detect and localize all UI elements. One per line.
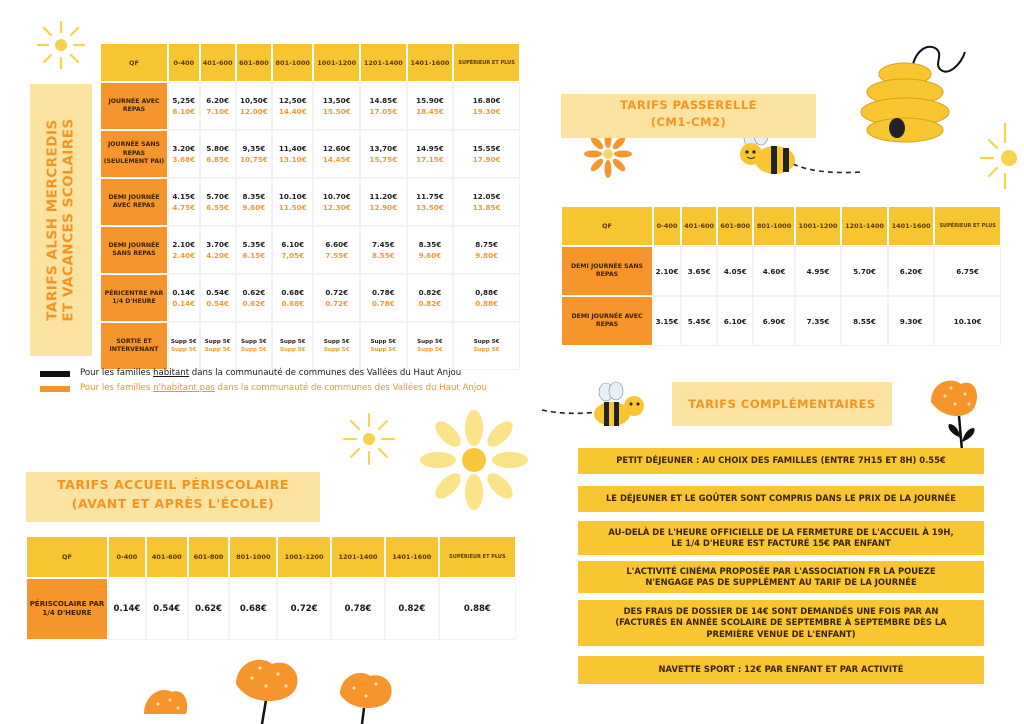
qf-header: QF bbox=[27, 537, 107, 577]
row-label: DEMI JOURNÉE AVEC REPAS bbox=[562, 297, 652, 345]
periscolaire-title-line1: TARIFS ACCUEIL PÉRISCOLAIRE bbox=[57, 477, 289, 492]
column-header: 401-600 bbox=[201, 44, 235, 81]
bee-icon bbox=[735, 130, 865, 185]
price-cell: 4.15€ 4.75€ bbox=[169, 179, 199, 225]
table-row bbox=[101, 275, 519, 321]
column-header: 601-800 bbox=[189, 537, 229, 577]
table-row bbox=[562, 297, 1000, 345]
table-row bbox=[101, 131, 519, 177]
price-cell: 6.90€ bbox=[754, 297, 793, 345]
column-header: 1001-1200 bbox=[314, 44, 359, 81]
price-cell: 0.14€ bbox=[109, 579, 145, 639]
table-row bbox=[562, 247, 1000, 295]
passerelle-table bbox=[560, 205, 1002, 347]
price-cell: 5.35€ 6.15€ bbox=[237, 227, 271, 273]
column-header: 1201-1400 bbox=[361, 44, 406, 81]
column-header: 1401-1600 bbox=[386, 537, 438, 577]
column-header: 0-400 bbox=[169, 44, 199, 81]
price-cell: 0.88€ bbox=[440, 579, 515, 639]
column-header: 401-600 bbox=[682, 207, 716, 245]
price-cell: 15.55€ 17.90€ bbox=[454, 131, 519, 177]
price-cell: 11,40€ 13.10€ bbox=[273, 131, 312, 177]
price-cell: 5.45€ bbox=[682, 297, 716, 345]
price-cell: 2.10€ 2.40€ bbox=[169, 227, 199, 273]
price-cell: 6.10€ 7,05€ bbox=[273, 227, 312, 273]
column-header: 1201-1400 bbox=[842, 207, 887, 245]
table-row bbox=[101, 323, 519, 369]
complement-item: DES FRAIS DE DOSSIER DE 14€ SONT DEMANDÉS UNE FOIS PAR AN (FACTURÉS EN ANNÉE SCOLAIRE DE SEPTEMBRE À SEPTEMBRE DÈS LA PREMIÈRE VENUE DE L'ENFANT) bbox=[578, 600, 984, 646]
price-cell: 4.05€ bbox=[718, 247, 752, 295]
price-cell: Supp 5€ Supp 5€ bbox=[169, 323, 199, 369]
price-cell: Supp 5€ Supp 5€ bbox=[237, 323, 271, 369]
periscolaire-title-line2: (AVANT ET APRÈS L'ÉCOLE) bbox=[71, 495, 275, 511]
price-cell: 11.75€ 13.50€ bbox=[408, 179, 453, 225]
orange-flower-icon bbox=[336, 670, 398, 724]
price-cell: 0.78€ bbox=[332, 579, 384, 639]
legend-swatch-orange bbox=[40, 386, 70, 392]
price-cell: 0.72€ bbox=[278, 579, 330, 639]
price-cell: Supp 5€ Supp 5€ bbox=[314, 323, 359, 369]
column-header: 1001-1200 bbox=[278, 537, 330, 577]
qf-header: QF bbox=[562, 207, 652, 245]
column-header: 0-400 bbox=[654, 207, 680, 245]
price-cell: 0.62€ 0.62€ bbox=[237, 275, 271, 321]
price-cell: 0.72€ 0.72€ bbox=[314, 275, 359, 321]
column-header: SUPÉRIEUR ET PLUS bbox=[440, 537, 515, 577]
price-cell: 3.20€ 3.68€ bbox=[169, 131, 199, 177]
price-cell: Supp 5€ Supp 5€ bbox=[273, 323, 312, 369]
price-cell: 6.10€ bbox=[718, 297, 752, 345]
row-label: DEMI JOURNÉE AVEC REPAS bbox=[101, 179, 167, 225]
price-cell: Supp 5€ Supp 5€ bbox=[408, 323, 453, 369]
price-cell: 0.68€ bbox=[230, 579, 276, 639]
sun-icon bbox=[34, 18, 88, 72]
price-cell: 12,50€ 14.40€ bbox=[273, 83, 312, 129]
row-label: JOURNÉE AVEC REPAS bbox=[101, 83, 167, 129]
complementaires-title: TARIFS COMPLÉMENTAIRES bbox=[672, 382, 892, 426]
alsh-title bbox=[30, 84, 92, 356]
price-cell: 3.70€ 4.20€ bbox=[201, 227, 235, 273]
price-cell: 4.60€ bbox=[754, 247, 793, 295]
price-cell: 12.05€ 13.85€ bbox=[454, 179, 519, 225]
price-cell: 0.62€ bbox=[189, 579, 229, 639]
complement-item: PETIT DÉJEUNER : AU CHOIX DES FAMILLES (ENTRE 7H15 ET 8H) 0.55€ bbox=[578, 448, 984, 474]
price-cell: Supp 5€ Supp 5€ bbox=[454, 323, 519, 369]
table-row bbox=[101, 83, 519, 129]
price-cell: 5.70€ bbox=[842, 247, 887, 295]
column-header: 1401-1600 bbox=[889, 207, 934, 245]
complement-item: NAVETTE SPORT : 12€ PAR ENFANT ET PAR ACTIVITÉ bbox=[578, 656, 984, 684]
column-header: 1001-1200 bbox=[796, 207, 841, 245]
price-cell: 2.10€ bbox=[654, 247, 680, 295]
price-cell: 8.35€ 9.60€ bbox=[237, 179, 271, 225]
row-label: JOURNÉE SANS REPAS (SEULEMENT PAI) bbox=[101, 131, 167, 177]
price-cell: 0.82€ bbox=[386, 579, 438, 639]
periscolaire-title bbox=[26, 472, 320, 522]
price-cell: 0.14€ 0.14€ bbox=[169, 275, 199, 321]
price-cell: 10,50€ 12.00€ bbox=[237, 83, 271, 129]
column-header: 801-1000 bbox=[754, 207, 793, 245]
complement-item: L'ACTIVITÉ CINÉMA PROPOSÉE PAR L'ASSOCIATION FR LA POUEZE N'ENGAGE PAS DE SUPPLÉMENT AU TARIF DE LA JOURNÉE bbox=[578, 561, 984, 593]
price-cell: 13,70€ 15,75€ bbox=[361, 131, 406, 177]
price-cell: 5,25€ 6.10€ bbox=[169, 83, 199, 129]
price-cell: 16.80€ 19.30€ bbox=[454, 83, 519, 129]
price-cell: 10.10€ 11.50€ bbox=[273, 179, 312, 225]
price-cell: 9,35€ 10,75€ bbox=[237, 131, 271, 177]
row-label: PÉRISCOLAIRE PAR 1/4 D'HEURE bbox=[27, 579, 107, 639]
table-row bbox=[101, 179, 519, 225]
row-label: DEMI JOURNÉE SANS REPAS bbox=[101, 227, 167, 273]
price-cell: 0,88€ 0.88€ bbox=[454, 275, 519, 321]
row-label: PÉRICENTRE PAR 1/4 D'HEURE bbox=[101, 275, 167, 321]
passerelle-title bbox=[561, 94, 816, 138]
price-cell: 10.10€ bbox=[935, 297, 1000, 345]
row-label: SORTIE ET INTERVENANT bbox=[101, 323, 167, 369]
price-cell: 5.80€ 6.85€ bbox=[201, 131, 235, 177]
column-header: 1401-1600 bbox=[408, 44, 453, 81]
alsh-title-line2: ET VACANCES SCOLAIRES bbox=[60, 118, 76, 322]
alsh-table bbox=[99, 42, 521, 371]
price-cell: 0.78€ 0.78€ bbox=[361, 275, 406, 321]
column-header: 801-1000 bbox=[230, 537, 276, 577]
price-cell: 14.95€ 17.15€ bbox=[408, 131, 453, 177]
price-cell: 8.35€ 9.60€ bbox=[408, 227, 453, 273]
price-cell: 6.75€ bbox=[935, 247, 1000, 295]
orange-flower-icon bbox=[232, 656, 304, 724]
passerelle-title-line2: (CM1-CM2) bbox=[650, 115, 727, 130]
column-header: 401-600 bbox=[147, 537, 187, 577]
column-header: SUPÉRIEUR ET PLUS bbox=[454, 44, 519, 81]
price-cell: 6.20€ 7.10€ bbox=[201, 83, 235, 129]
price-cell: 7.35€ bbox=[796, 297, 841, 345]
price-cell: 14.85€ 17.05€ bbox=[361, 83, 406, 129]
column-header: 601-800 bbox=[718, 207, 752, 245]
price-cell: 8.75€ 9.80€ bbox=[454, 227, 519, 273]
price-cell: 6.60€ 7.55€ bbox=[314, 227, 359, 273]
column-header: 801-1000 bbox=[273, 44, 312, 81]
price-cell: 10.70€ 12.30€ bbox=[314, 179, 359, 225]
price-cell: Supp 5€ Supp 5€ bbox=[361, 323, 406, 369]
price-cell: 11.20€ 12.90€ bbox=[361, 179, 406, 225]
price-cell: 3.65€ bbox=[682, 247, 716, 295]
row-label: DEMI JOURNÉE SANS REPAS bbox=[562, 247, 652, 295]
table-row bbox=[27, 579, 515, 639]
sun-icon bbox=[340, 410, 398, 468]
passerelle-title-line1: TARIFS PASSERELLE bbox=[619, 98, 758, 112]
price-cell: 7.45€ 8.55€ bbox=[361, 227, 406, 273]
column-header: 1201-1400 bbox=[332, 537, 384, 577]
complement-item: AU-DELÀ DE L'HEURE OFFICIELLE DE LA FERMETURE DE L'ACCUEIL À 19H, LE 1/4 D'HEURE EST FACTURÉ 15€ PAR ENFANT bbox=[578, 521, 984, 555]
daisy-flower-icon bbox=[420, 410, 528, 510]
column-header: 0-400 bbox=[109, 537, 145, 577]
price-cell: 5.70€ 6.55€ bbox=[201, 179, 235, 225]
price-cell: 15.90€ 18.45€ bbox=[408, 83, 453, 129]
complement-item: LE DÉJEUNER ET LE GOÛTER SONT COMPRIS DANS LE PRIX DE LA JOURNÉE bbox=[578, 486, 984, 512]
price-cell: 6.20€ bbox=[889, 247, 934, 295]
price-cell: 0.54€ 0.54€ bbox=[201, 275, 235, 321]
orange-flower-icon bbox=[140, 684, 190, 724]
price-cell: 0.82€ 0.82€ bbox=[408, 275, 453, 321]
price-cell: 8.55€ bbox=[842, 297, 887, 345]
legend-swatch-black bbox=[40, 371, 70, 377]
price-cell: 9.30€ bbox=[889, 297, 934, 345]
price-cell: 0.54€ bbox=[147, 579, 187, 639]
sun-icon bbox=[975, 120, 1024, 190]
table-row bbox=[101, 227, 519, 273]
price-cell: 13,50€ 15.50€ bbox=[314, 83, 359, 129]
bee-icon bbox=[540, 384, 650, 432]
column-header: SUPÉRIEUR ET PLUS bbox=[935, 207, 1000, 245]
price-cell: Supp 5€ Supp 5€ bbox=[201, 323, 235, 369]
beehive-icon bbox=[855, 30, 975, 150]
price-cell: 12.60€ 14.45€ bbox=[314, 131, 359, 177]
price-cell: 0.68€ 0.68€ bbox=[273, 275, 312, 321]
column-header: 601-800 bbox=[237, 44, 271, 81]
qf-header: QF bbox=[101, 44, 167, 81]
price-cell: 4.95€ bbox=[796, 247, 841, 295]
price-cell: 3.15€ bbox=[654, 297, 680, 345]
periscolaire-table bbox=[25, 535, 517, 641]
alsh-title-line1: TARIFS ALSH MERCREDIS bbox=[44, 119, 61, 321]
